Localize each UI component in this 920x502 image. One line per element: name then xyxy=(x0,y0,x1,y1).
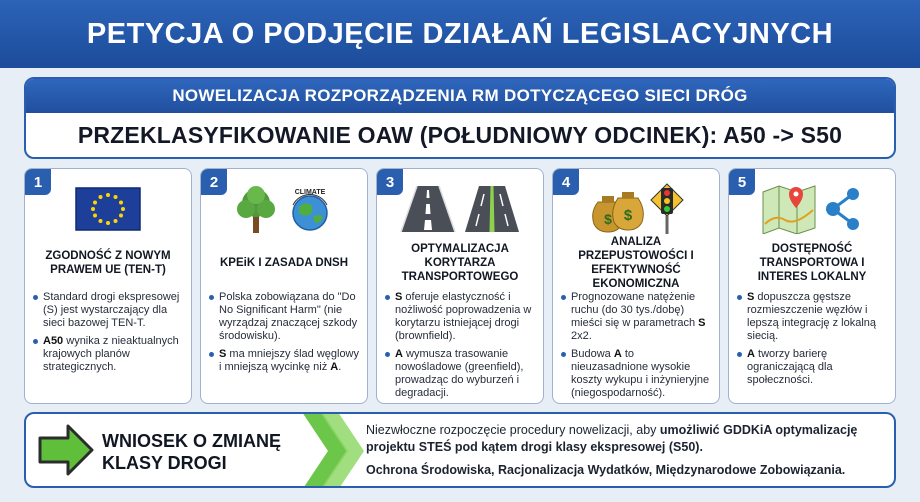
eu-flag-icon xyxy=(75,187,141,231)
card-bullets xyxy=(737,291,887,387)
card-bullets xyxy=(561,291,711,400)
card-kpeik-dnsh xyxy=(200,168,368,404)
list-item: Prognozowane natężenie ruchu (do 30 tys./dobę) mieści się w parametrach S 2x2. xyxy=(561,291,711,343)
card-title: ANALIZA PRZEPUSTOWOŚCI I EFEKTYWNOŚĆ EKONOMICZNA xyxy=(578,236,694,290)
card-bullets xyxy=(33,291,183,374)
list-item: Standard drogi ekspresowej (S) jest wystarczający dla sieci bazowej TEN-T. xyxy=(33,291,183,330)
list-item: A50 wynika z nieaktualnych krajowych planów strategicznych. xyxy=(33,335,183,374)
conclusion-title: WNIOSEK O ZMIANĘ KLASY DROGI xyxy=(102,431,281,473)
card-number: 3 xyxy=(377,169,403,195)
conclusion-text: Niezwłoczne rozpoczęcie procedury nowelizacji, aby umożliwić GDDKiA optymalizację projektu STEŚ pod kątem drogi klasy ekspresowej (S50). Ochrona Środowiska, Racjonalizacja Wydatków, Międzynarodowe Zobowiązania. xyxy=(366,422,891,479)
list-item: A wymusza trasowanie nowośladowe (greenfield), prowadząc do wyburzeń i degradacji. xyxy=(385,348,535,400)
money-bags-icon xyxy=(588,184,644,234)
top-banner xyxy=(0,0,920,68)
conclusion-summary: Ochrona Środowiska, Racjonalizacja Wydatków, Międzynarodowe Zobowiązania. xyxy=(366,463,846,477)
network-icon xyxy=(823,184,863,234)
arrow-right-icon xyxy=(38,424,94,476)
card-bullets xyxy=(209,291,359,374)
list-item: S ma mniejszy ślad węglowy i mniejszą wycinkę niż A. xyxy=(209,348,359,374)
subtitle-box xyxy=(24,77,896,159)
road-icon xyxy=(399,184,457,234)
card-title: DOSTĘPNOŚĆ TRANSPORTOWA I INTERES LOKALNY xyxy=(757,243,867,283)
conclusion-box xyxy=(24,412,896,488)
climate-globe-icon xyxy=(285,183,335,235)
card-number: 2 xyxy=(201,169,227,195)
list-item: S oferuje elastyczność i nożliwość poprowadzenia w korytarzu istniejącej drogi (brownfield). xyxy=(385,291,535,343)
cards-row xyxy=(24,168,896,404)
card-bullets xyxy=(385,291,535,400)
card-accessibility xyxy=(728,168,896,404)
svg-text:$: $ xyxy=(623,207,633,224)
traffic-light-icon xyxy=(650,183,684,235)
card-corridor xyxy=(376,168,544,404)
list-item: A tworzy barierę ograniczającą dla społeczności. xyxy=(737,348,887,387)
map-icon xyxy=(761,184,817,234)
card-number: 1 xyxy=(25,169,51,195)
subtitle-line2: PRZEKLASYFIKOWANIE OAW (POŁUDNIOWY ODCINEK): A50 -> S50 xyxy=(77,121,843,148)
tree-icon xyxy=(233,183,279,235)
list-item: Polska zobowiązana do "Do No Significant Harm" (nie wyrządzaj znaczącej szkody środowisku). xyxy=(209,291,359,343)
subtitle-line1: NOWELIZACJA ROZPORZĄDZENIA RM DOTYCZĄCEGO SIECI DRÓG xyxy=(26,79,894,113)
card-title: ZGODNOŚĆ Z NOWYM PRAWEM UE (TEN-T) xyxy=(45,250,171,276)
card-number: 5 xyxy=(729,169,755,195)
card-title: OPTYMALIZACJA KORYTARZA TRANSPORTOWEGO xyxy=(401,243,519,283)
card-eu-law xyxy=(24,168,192,404)
highway-icon xyxy=(463,184,521,234)
climate-label: CLIMATE xyxy=(294,189,326,196)
page-title: PETYCJA O PODJĘCIE DZIAŁAŃ LEGISLACYJNYCH xyxy=(86,17,834,50)
card-title: KPEiK I ZASADA DNSH xyxy=(220,257,348,269)
card-capacity xyxy=(552,168,720,404)
card-number: 4 xyxy=(553,169,579,195)
chevrons-icon xyxy=(302,412,368,488)
svg-text:$: $ xyxy=(604,211,612,227)
list-item: Budowa A to nieuzasadnione wysokie koszty wykupu i inżynieryjne (niegospodarność). xyxy=(561,348,711,400)
list-item: S dopuszcza gęstsze rozmieszczenie węzłów i lepszą integrację z lokalną siecią. xyxy=(737,291,887,343)
